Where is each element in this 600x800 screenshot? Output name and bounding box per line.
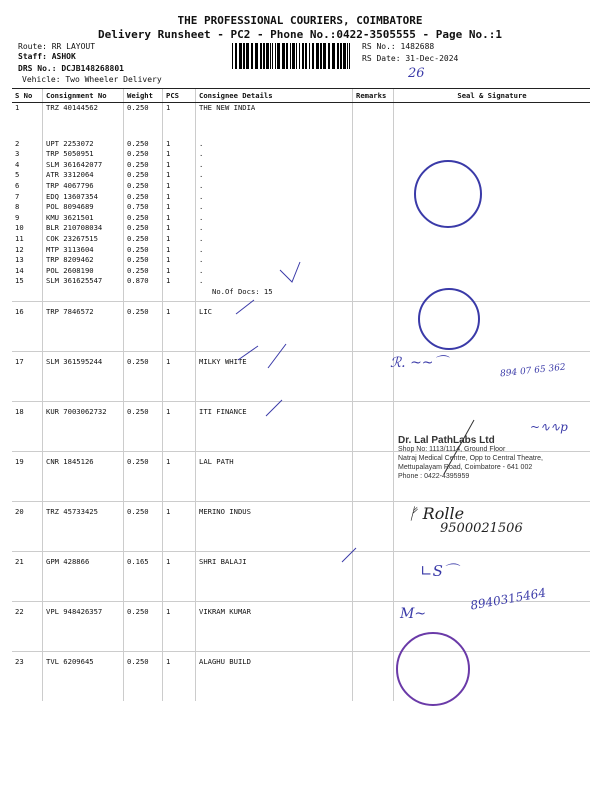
cell-consignment: CNR 1845126: [43, 451, 124, 501]
cell-consignment: MTP 3113604: [43, 245, 124, 256]
cell-consignment: TVL 6209645: [43, 651, 124, 701]
col-remarks: Remarks: [353, 89, 394, 103]
merchant-seal-stamp: [396, 632, 470, 706]
cell-consignment: GPM 428866: [43, 551, 124, 601]
cell-weight: 0.250: [124, 255, 163, 266]
table-row: [12, 213, 590, 224]
table-row: [12, 192, 590, 203]
cell-weight: 0.750: [124, 202, 163, 213]
cell-consignment: BLR 210708034: [43, 223, 124, 234]
cell-sno: 9: [15, 212, 20, 222]
cell-remarks: [353, 276, 394, 287]
vehicle-label: Vehicle: Two Wheeler Delivery: [22, 75, 162, 84]
route-label: Route: RR LAYOUT: [18, 42, 96, 51]
docs-empty-cell: [394, 287, 591, 301]
cell-consignee: .: [196, 139, 353, 150]
col-weight: Weight: [124, 89, 163, 103]
lal-stamp-line: Natraj Medical Centre, Opp to Central Theatre,: [398, 455, 543, 462]
cell-remarks: [353, 401, 394, 451]
barcode-bar: [232, 43, 233, 69]
col-pcs: PCS: [163, 89, 196, 103]
cell-consignee: .: [196, 160, 353, 171]
company-title: THE PROFESSIONAL COURIERS, COIMBATORE: [177, 14, 423, 27]
barcode-bar: [275, 43, 276, 69]
lic-seal-stamp: [418, 288, 480, 350]
barcode-bar: [277, 43, 280, 69]
signature-18: ~∿∿p: [530, 420, 568, 434]
barcode-bar: [305, 43, 307, 69]
cell-sno: 5: [15, 170, 20, 180]
barcode-bar: [260, 43, 262, 69]
signature-20: ᚠ Rolle: [408, 504, 465, 523]
cell-sno: 3: [15, 149, 20, 159]
cell-seal: [394, 276, 591, 287]
cell-weight: 0.250: [124, 223, 163, 234]
cell-pcs: 1: [163, 266, 196, 277]
cell-remarks: [353, 213, 394, 224]
barcode-bar: [320, 43, 322, 69]
barcode-bar: [328, 43, 330, 69]
cell-sno: 17: [12, 351, 43, 401]
cell-consignment: KUR 7003062732: [43, 401, 124, 451]
cell-pcs: 1: [163, 301, 196, 351]
cell-consignment: KMU 3621501: [43, 213, 124, 224]
cell-seal: [394, 266, 591, 277]
cell-sno: 19: [12, 451, 43, 501]
cell-pcs: 1: [163, 160, 196, 171]
barcode-bar: [239, 43, 242, 69]
cell-consignee: .: [196, 255, 353, 266]
barcode-bar: [235, 43, 237, 69]
cell-seal: [394, 234, 591, 245]
barcode-bar: [340, 43, 342, 69]
runsheet-subtitle: Delivery Runsheet - PC2 - Phone No.:0422-3505555 - Page No.:1: [98, 28, 502, 41]
cell-weight: 0.250: [124, 192, 163, 203]
drs-label: DRS No.: DCJB148268801: [18, 64, 124, 73]
cell-consignee: .: [196, 223, 353, 234]
barcode-bar: [255, 43, 258, 69]
cell-remarks: [353, 255, 394, 266]
barcode-bar: [263, 43, 265, 69]
cell-seal: [394, 255, 591, 266]
cell-consignee: .: [196, 266, 353, 277]
table-row: [12, 160, 590, 171]
barcode-bar: [282, 43, 285, 69]
cell-sno: 6: [15, 180, 20, 190]
cell-weight: 0.250: [124, 139, 163, 150]
lal-stamp-line: Shop No: 1113/1114, Ground Floor: [398, 446, 506, 453]
barcode-bar: [349, 43, 350, 69]
docs-empty-cell: [353, 287, 394, 301]
cell-consignment: TRP 7846572: [43, 301, 124, 351]
docs-empty-cell: [12, 287, 43, 301]
docs-empty-cell: [124, 287, 163, 301]
cell-remarks: [353, 149, 394, 160]
cell-remarks: [353, 266, 394, 277]
cell-consignment: SLM 361625547: [43, 276, 124, 287]
cell-consignment: ATR 3312064: [43, 170, 124, 181]
cell-remarks: [353, 103, 394, 139]
cell-weight: 0.250: [124, 351, 163, 401]
cell-pcs: 1: [163, 234, 196, 245]
cell-remarks: [353, 245, 394, 256]
table-row: [12, 601, 590, 651]
cell-remarks: [353, 301, 394, 351]
cell-consignment: SLM 361642077: [43, 160, 124, 171]
phone-20: 9500021506: [440, 521, 523, 536]
cell-seal: [394, 245, 591, 256]
runsheet-table: [12, 88, 590, 701]
cell-pcs: 1: [163, 551, 196, 601]
cell-sno: 1: [15, 103, 20, 112]
cell-pcs: 1: [163, 276, 196, 287]
cell-consignment: VPL 948426357: [43, 601, 124, 651]
cell-pcs: 1: [163, 351, 196, 401]
cell-consignee: THE NEW INDIA: [196, 103, 353, 139]
cell-weight: 0.250: [124, 451, 163, 501]
barcode-bar: [343, 43, 346, 69]
col-seal: Seal & Signature: [394, 89, 591, 103]
cell-pcs: 1: [163, 651, 196, 701]
cell-consignment: TRP 5050951: [43, 149, 124, 160]
cell-remarks: [353, 192, 394, 203]
cell-weight: 0.250: [124, 501, 163, 551]
cell-consignee: ALAGHU BUILD: [196, 651, 353, 701]
cell-sno: 13: [15, 255, 24, 265]
phone-17: 894 07 65 362: [499, 362, 567, 380]
barcode-bar: [337, 43, 339, 69]
handwritten-count: 26: [408, 66, 425, 81]
cell-weight: 0.250: [124, 160, 163, 171]
cell-sno: 22: [12, 601, 43, 651]
table-row: [12, 223, 590, 234]
signature-21: ∟S⌒: [420, 562, 458, 580]
cell-consignment: POL 2608190: [43, 266, 124, 277]
table-row: [12, 139, 590, 150]
cell-consignment: TRP 4067796: [43, 181, 124, 192]
cell-weight: 0.250: [124, 149, 163, 160]
phone-22: 8940315464: [469, 585, 547, 613]
cell-pcs: 1: [163, 181, 196, 192]
barcode-bar: [270, 43, 271, 69]
cell-consignment: SLM 361595244: [43, 351, 124, 401]
cell-remarks: [353, 651, 394, 701]
lal-stamp-line: Phone : 0422-4395959: [398, 473, 470, 480]
cell-weight: 0.250: [124, 651, 163, 701]
barcode-bar: [302, 43, 304, 69]
cell-sno: 14: [15, 265, 24, 275]
cell-pcs: 1: [163, 213, 196, 224]
barcode-bar: [309, 43, 310, 69]
cell-pcs: 1: [163, 103, 196, 139]
cell-consignee: MILKY WHITE: [196, 351, 353, 401]
cell-consignee: LIC: [196, 301, 353, 351]
rs-date-label: RS Date: 31-Dec-2024: [362, 54, 459, 63]
signature-22: M~: [400, 606, 427, 622]
table-row: [12, 170, 590, 181]
cell-pcs: 1: [163, 451, 196, 501]
barcode-bar: [290, 43, 291, 69]
cell-weight: 0.870: [124, 276, 163, 287]
barcode-bar: [312, 43, 314, 69]
cell-remarks: [353, 601, 394, 651]
cell-consignee: .: [196, 202, 353, 213]
cell-consignment: EDQ 13607354: [43, 192, 124, 203]
cell-consignee: .: [196, 149, 353, 160]
cell-weight: 0.250: [124, 234, 163, 245]
cell-seal: [394, 223, 591, 234]
cell-pcs: 1: [163, 170, 196, 181]
cell-consignee: ITI FINANCE: [196, 401, 353, 451]
cell-consignee: .: [196, 276, 353, 287]
cell-consignment: POL 8094689: [43, 202, 124, 213]
cell-consignment: TRP 8209462: [43, 255, 124, 266]
lal-stamp-line: Mettupalayam Road, Coimbatore - 641 002: [398, 464, 533, 471]
cell-sno: 10: [15, 223, 24, 233]
cell-consignee: .: [196, 192, 353, 203]
cell-sno: 8: [15, 202, 20, 212]
cell-weight: 0.250: [124, 181, 163, 192]
cell-weight: 0.165: [124, 551, 163, 601]
cell-sno: 21: [12, 551, 43, 601]
cell-remarks: [353, 170, 394, 181]
cell-weight: 0.250: [124, 103, 163, 139]
barcode-bar: [316, 43, 319, 69]
cell-pcs: 1: [163, 255, 196, 266]
barcode-bar: [272, 43, 273, 69]
cell-pcs: 1: [163, 192, 196, 203]
table-row: [12, 103, 590, 139]
cell-sno: 23: [12, 651, 43, 701]
cell-pcs: 1: [163, 223, 196, 234]
cell-consignment: UPT 2253072: [43, 139, 124, 150]
cell-weight: 0.250: [124, 301, 163, 351]
signature-17: ℛ. ~~⌒: [390, 355, 448, 371]
cell-pcs: 1: [163, 149, 196, 160]
table-row: [12, 234, 590, 245]
cell-remarks: [353, 139, 394, 150]
cell-pcs: 1: [163, 501, 196, 551]
staff-label: Staff: ASHOK: [18, 52, 76, 61]
table-header-row: [12, 89, 590, 103]
cell-weight: 0.250: [124, 170, 163, 181]
cell-weight: 0.250: [124, 401, 163, 451]
insurance-seal-stamp: [414, 160, 482, 228]
barcode-bar: [296, 43, 297, 69]
cell-sno: 15: [15, 276, 24, 286]
cell-seal: [394, 149, 591, 160]
cell-pcs: 1: [163, 202, 196, 213]
table-row: [12, 651, 590, 701]
barcode-bar: [332, 43, 335, 69]
cell-weight: 0.250: [124, 213, 163, 224]
table-row: [12, 181, 590, 192]
cell-sno: 11: [15, 233, 24, 243]
cell-remarks: [353, 160, 394, 171]
cell-sno: 18: [12, 401, 43, 451]
barcode-bar: [292, 43, 295, 69]
barcode-bar: [347, 43, 348, 69]
barcode-image: [232, 43, 354, 69]
cell-sno: 2: [15, 138, 20, 148]
cell-consignee: .: [196, 234, 353, 245]
col-consignee: Consignee Details: [196, 89, 353, 103]
cell-remarks: [353, 451, 394, 501]
cell-remarks: [353, 551, 394, 601]
cell-pcs: 1: [163, 139, 196, 150]
cell-sno: 12: [15, 244, 24, 254]
table-row: [12, 266, 590, 277]
cell-consignment: TRZ 45733425: [43, 501, 124, 551]
cell-remarks: [353, 501, 394, 551]
cell-consignee: .: [196, 181, 353, 192]
cell-sno: 7: [15, 191, 20, 201]
table-row: [12, 255, 590, 266]
col-sno: S No: [12, 89, 43, 103]
lal-path-stamp: [398, 436, 543, 481]
barcode-bar: [299, 43, 300, 69]
docs-empty-cell: [163, 287, 196, 301]
barcode-bar: [266, 43, 269, 69]
rs-no-label: RS No.: 1482688: [362, 42, 435, 51]
cell-consignee: VIKRAM KUMAR: [196, 601, 353, 651]
barcode-bar: [251, 43, 253, 69]
cell-consignment: TRZ 40144562: [43, 103, 124, 139]
cell-pcs: 1: [163, 601, 196, 651]
docs-count: No.Of Docs: 15: [196, 287, 353, 301]
cell-consignment: COK 23267515: [43, 234, 124, 245]
cell-consignee: LAL PATH: [196, 451, 353, 501]
table-row: [12, 276, 590, 287]
cell-sno: 4: [15, 159, 20, 169]
cell-sno: 20: [12, 501, 43, 551]
cell-remarks: [353, 223, 394, 234]
table-row: [12, 202, 590, 213]
cell-consignee: .: [196, 213, 353, 224]
cell-pcs: 1: [163, 401, 196, 451]
cell-seal: [394, 139, 591, 150]
barcode-bar: [243, 43, 245, 69]
cell-consignee: MERINO INDUS: [196, 501, 353, 551]
cell-consignee: .: [196, 170, 353, 181]
lal-stamp-line: Dr. Lal PathLabs Ltd: [398, 435, 495, 446]
cell-weight: 0.250: [124, 245, 163, 256]
barcode-bar: [323, 43, 326, 69]
cell-remarks: [353, 351, 394, 401]
table-row: [12, 245, 590, 256]
table-row: [12, 149, 590, 160]
cell-seal: [394, 160, 591, 171]
cell-seal: [394, 103, 591, 139]
cell-consignee: .: [196, 245, 353, 256]
cell-consignee: SHRI BALAJI: [196, 551, 353, 601]
cell-weight: 0.250: [124, 601, 163, 651]
cell-remarks: [353, 234, 394, 245]
cell-weight: 0.250: [124, 266, 163, 277]
barcode-bar: [246, 43, 249, 69]
cell-sno: 16: [12, 301, 43, 351]
col-consignment: Consignment No: [43, 89, 124, 103]
table-row: [12, 301, 590, 351]
docs-count-row: [12, 287, 590, 301]
cell-pcs: 1: [163, 245, 196, 256]
docs-empty-cell: [43, 287, 124, 301]
cell-remarks: [353, 181, 394, 192]
barcode-bar: [286, 43, 288, 69]
cell-remarks: [353, 202, 394, 213]
